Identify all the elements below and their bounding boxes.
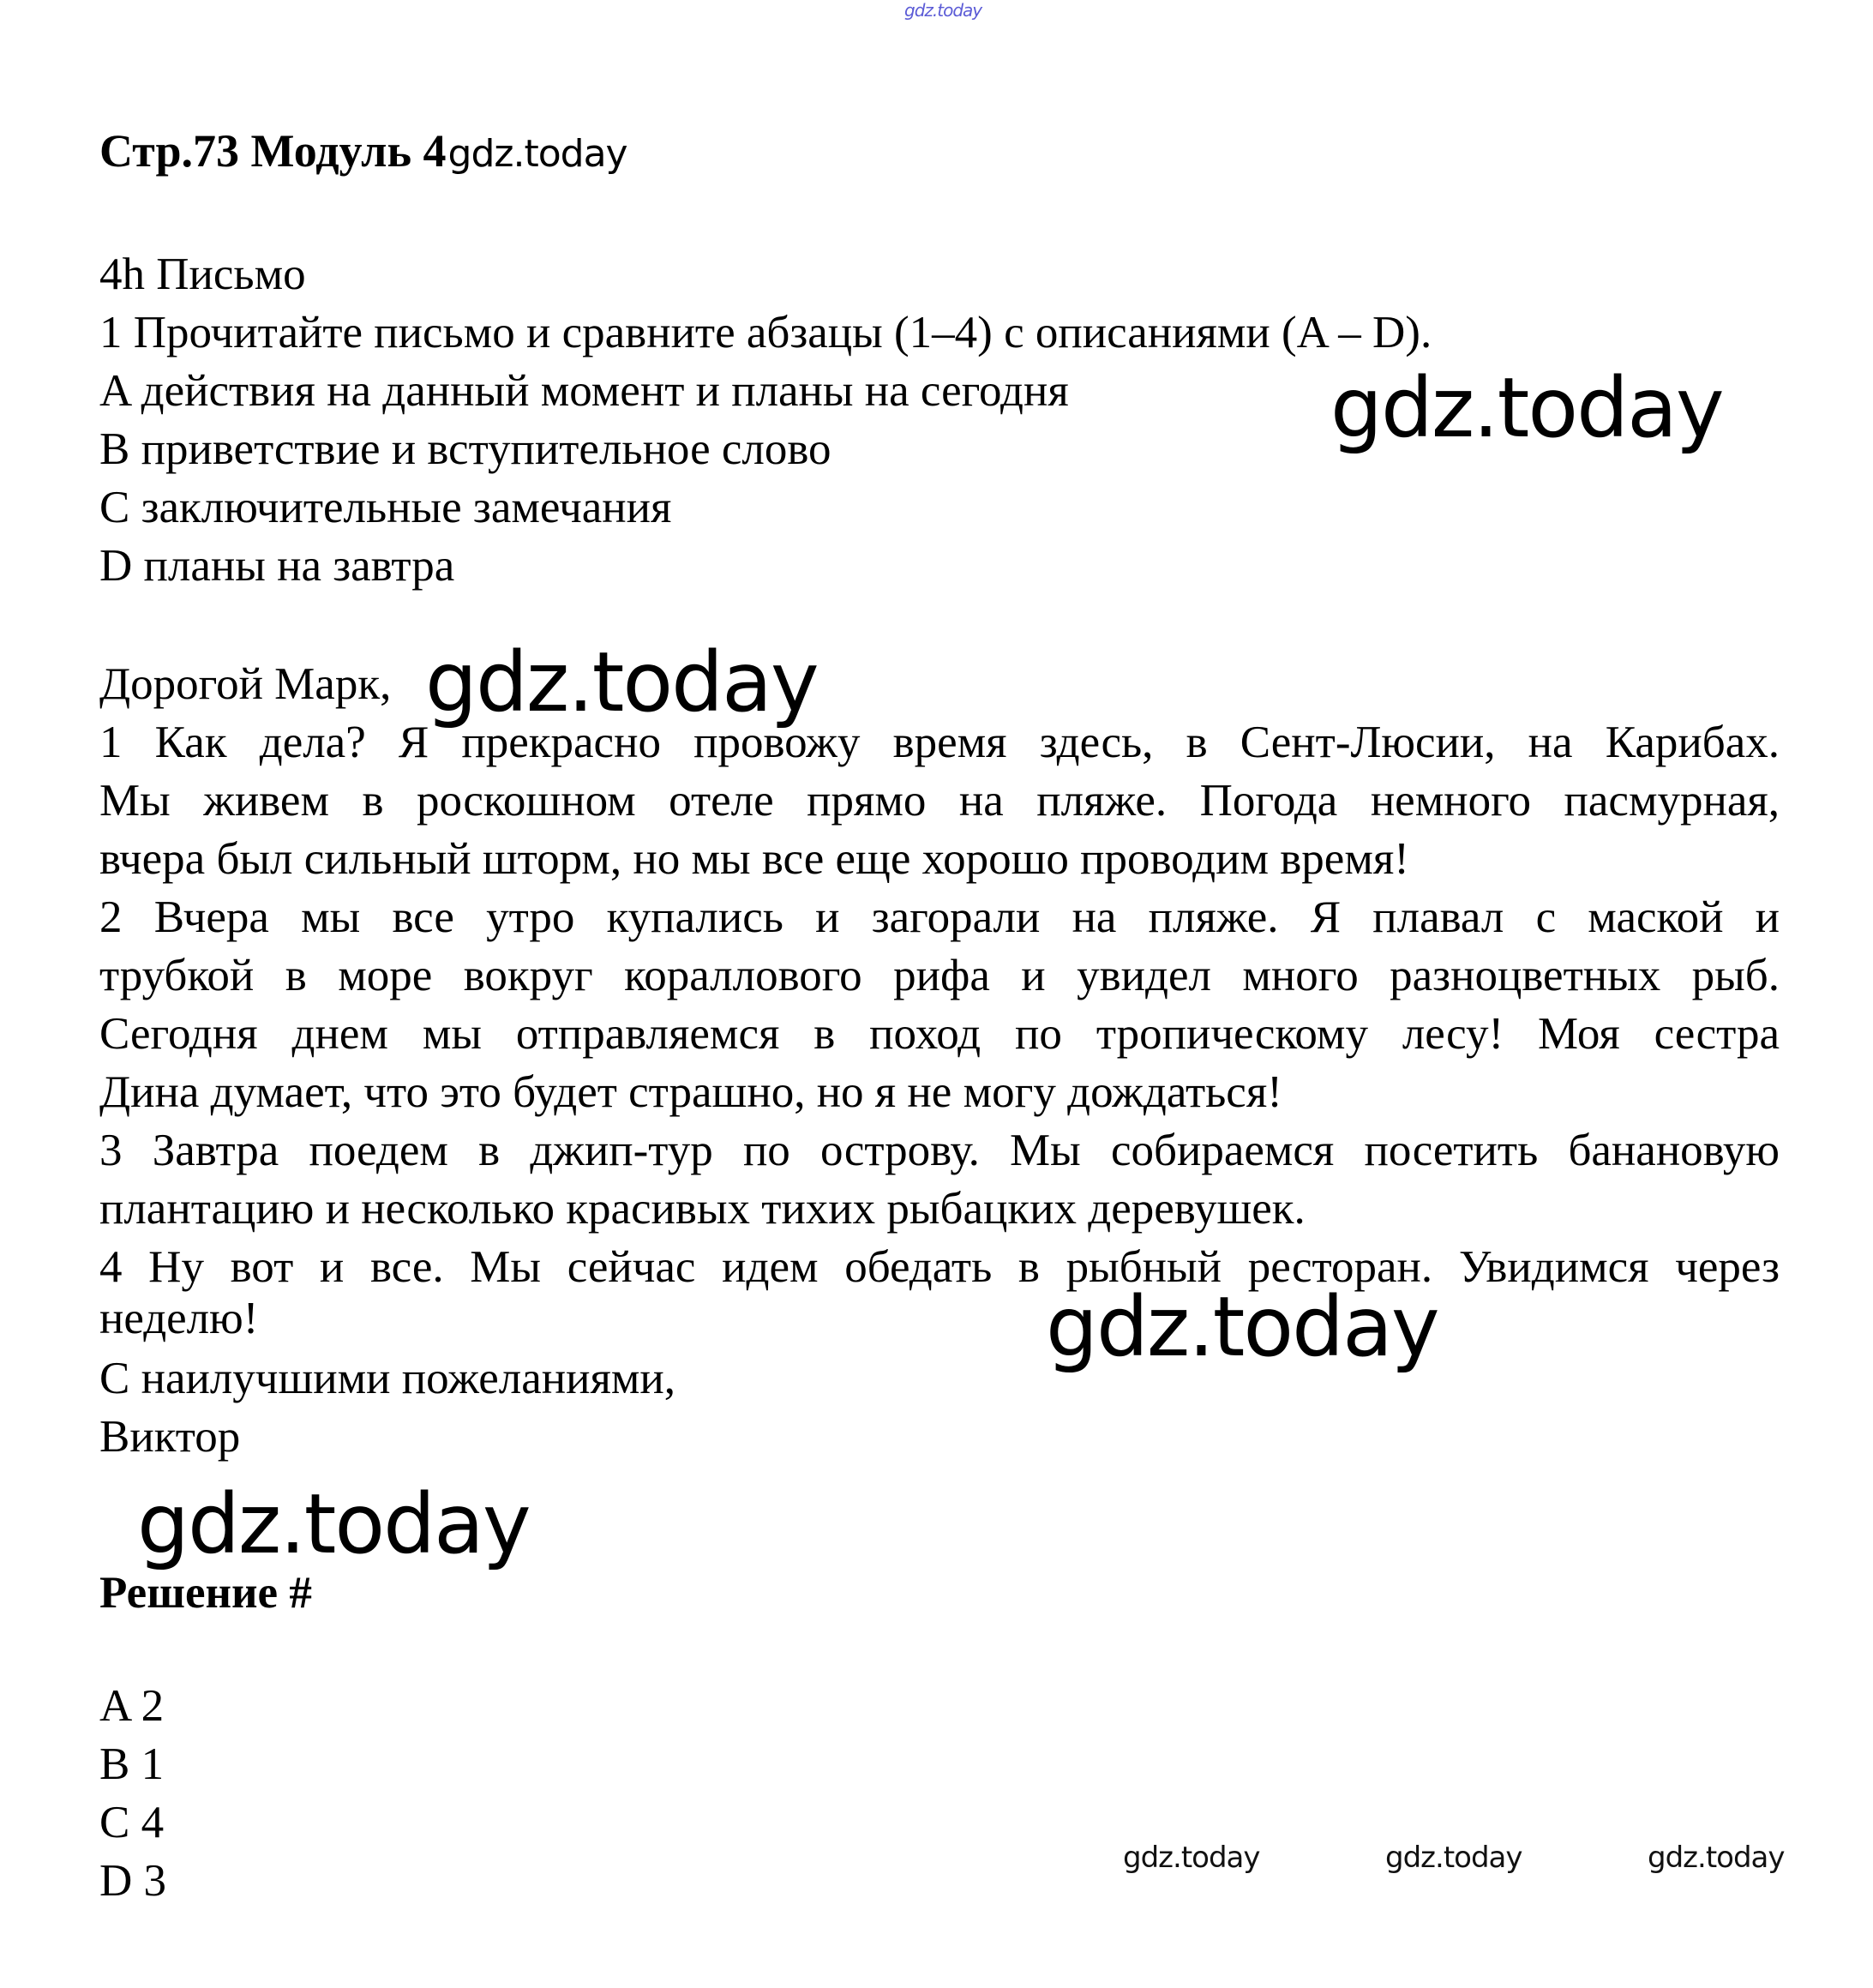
watermark-small: gdz.today (1648, 1841, 1785, 1875)
watermark: gdz.today (1046, 1279, 1438, 1375)
letter-line: 3 Завтра поедем в джип-тур по острову. Мы собираемся посетить банановую (99, 1126, 1780, 1175)
page-title-text: Стр.73 Модуль 4 (99, 125, 447, 177)
letter-line: 4 Ну вот и все. Мы сейчас идем обедать в рыбный ресторан. Увидимся через (99, 1242, 1780, 1292)
option-d: D планы на завтра (99, 541, 455, 591)
letter-line: неделю! (99, 1294, 259, 1343)
letter-signature: Виктор (99, 1412, 241, 1462)
watermark: gdz.today (137, 1476, 530, 1572)
letter-line: Мы живем в роскошном отеле прямо на пляже. Погода немного пасмурная, (99, 776, 1780, 826)
letter-line: вчера был сильный шторм, но мы все еще хорошо проводим время! (99, 834, 1409, 884)
watermark: gdz.today (425, 634, 818, 730)
letter-line: 2 Вчера мы все утро купались и загорали на пляже. Я плавал с маской и (99, 892, 1780, 942)
letter-line: плантацию и несколько красивых тихих рыбацких деревушек. (99, 1184, 1306, 1234)
watermark-small: gdz.today (1385, 1841, 1522, 1875)
page-title (99, 125, 627, 180)
letter-line: Сегодня днем мы отправляемся в поход по тропическому лесу! Моя сестра (99, 1009, 1780, 1059)
title-watermark: gdz.today (447, 132, 627, 176)
letter-line: 1 Как дела? Я прекрасно провожу время здесь, в Сент-Люсии, на Карибах. (99, 718, 1780, 767)
option-b: B приветствие и вступительное слово (99, 424, 831, 474)
watermark: gdz.today (1330, 360, 1723, 456)
solution-title: Решение # (99, 1568, 312, 1618)
task-instruction: 1 Прочитайте письмо и сравните абзацы (1–4) с описаниями (A – D). (99, 308, 1432, 357)
watermark-small: gdz.today (1123, 1841, 1260, 1875)
letter-greeting: Дорогой Марк, (99, 659, 392, 709)
top-watermark: gdz.today (904, 0, 982, 21)
section-heading: 4h Письмо (99, 249, 306, 299)
letter-closing: С наилучшими пожеланиями, (99, 1354, 675, 1403)
letter-line: Дина думает, что это будет страшно, но я не могу дождаться! (99, 1067, 1282, 1117)
answer-d: D 3 (99, 1856, 167, 1906)
answer-b: B 1 (99, 1739, 165, 1789)
option-a: A действия на данный момент и планы на сегодня (99, 366, 1069, 416)
letter-line: трубкой в море вокруг кораллового рифа и увидел много разноцветных рыб. (99, 951, 1780, 1000)
answer-c: C 4 (99, 1798, 165, 1847)
answer-a: A 2 (99, 1681, 165, 1731)
option-c: C заключительные замечания (99, 483, 672, 532)
